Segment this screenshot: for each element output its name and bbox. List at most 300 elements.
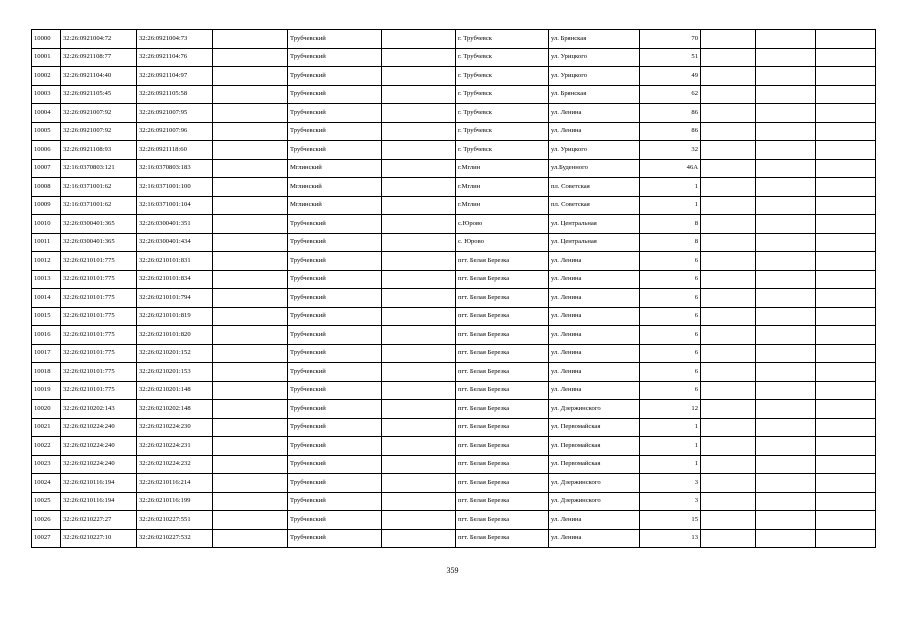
cell-cadastral-number: 32:26:0210101:794 [137,289,213,308]
cell-empty [213,85,288,104]
cell-cadastral-number: 32:26:0210224:232 [137,455,213,474]
cell-empty [701,30,756,49]
cell-empty [756,418,816,437]
cell-parent-cadastral-number: 32:26:0921108:93 [61,141,137,160]
cell-street: ул. Урицкого [549,67,640,86]
cell-street: ул. Ленина [549,326,640,345]
cell-empty [382,511,456,530]
cell-empty [382,455,456,474]
cell-house-number: 62 [640,85,701,104]
cell-record-number: 10017 [32,344,61,363]
cell-locality: пгт. Белая Березка [456,400,549,419]
cell-parent-cadastral-number: 32:16:0371001:62 [61,178,137,197]
cell-empty [382,381,456,400]
table-row [32,48,876,67]
cell-empty [701,122,756,141]
cell-house-number: 1 [640,455,701,474]
cell-empty [701,270,756,289]
cell-locality: г. Трубчевск [456,30,549,49]
cell-empty [701,104,756,123]
cell-parent-cadastral-number: 32:26:0921007:92 [61,122,137,141]
table-row [32,141,876,160]
cell-empty [756,48,816,67]
cell-record-number: 10011 [32,233,61,252]
cell-district: Трубчевский [288,289,382,308]
cell-empty [701,474,756,493]
cell-locality: пгт. Белая Березка [456,492,549,511]
cell-street: ул. Ленина [549,381,640,400]
cell-parent-cadastral-number: 32:26:0210101:775 [61,326,137,345]
cell-cadastral-number: 32:26:0210227:551 [137,511,213,530]
table-row [32,270,876,289]
cell-parent-cadastral-number: 32:26:0210224:240 [61,455,137,474]
cell-house-number: 3 [640,492,701,511]
cell-empty [756,141,816,160]
cell-cadastral-number: 32:26:0210224:231 [137,437,213,456]
cell-locality: г. Трубчевск [456,141,549,160]
cell-house-number: 6 [640,252,701,271]
page-number: 359 [446,566,459,575]
table-row [32,178,876,197]
cell-parent-cadastral-number: 32:26:0210227:27 [61,511,137,530]
cell-locality: пгт. Белая Березка [456,418,549,437]
cell-empty [213,67,288,86]
cell-empty [382,85,456,104]
cell-empty [816,67,876,86]
cell-parent-cadastral-number: 32:26:0210101:775 [61,381,137,400]
table-row [32,289,876,308]
cell-locality: пгт. Белая Березка [456,455,549,474]
cell-house-number: 1 [640,196,701,215]
cell-house-number: 1 [640,437,701,456]
cell-locality: пгт. Белая Березка [456,344,549,363]
cell-record-number: 10016 [32,326,61,345]
cell-locality: пгт. Белая Березка [456,511,549,530]
cell-empty [382,437,456,456]
cell-empty [382,233,456,252]
cell-locality: пгт. Белая Березка [456,363,549,382]
cell-empty [701,492,756,511]
cell-street: ул. Первомайская [549,418,640,437]
cell-empty [756,529,816,548]
cell-record-number: 10020 [32,400,61,419]
cell-district: Трубчевский [288,418,382,437]
cell-empty [701,381,756,400]
table-row [32,363,876,382]
cell-empty [756,30,816,49]
cell-empty [213,529,288,548]
cell-empty [756,474,816,493]
cell-empty [382,196,456,215]
cell-empty [213,307,288,326]
cell-empty [701,252,756,271]
cell-empty [756,67,816,86]
cell-record-number: 10001 [32,48,61,67]
cell-empty [382,363,456,382]
cell-record-number: 10019 [32,381,61,400]
cell-empty [382,159,456,178]
cell-empty [756,326,816,345]
cell-empty [701,196,756,215]
cell-empty [701,48,756,67]
cell-empty [382,307,456,326]
cell-record-number: 10023 [32,455,61,474]
cell-empty [382,67,456,86]
cell-parent-cadastral-number: 32:26:0300401:365 [61,215,137,234]
cell-empty [756,437,816,456]
cell-locality: с.Юрово [456,215,549,234]
cell-empty [213,252,288,271]
cell-district: Трубчевский [288,437,382,456]
cell-locality: пгт. Белая Березка [456,326,549,345]
cell-empty [701,511,756,530]
cell-empty [213,363,288,382]
cell-street: ул. Первомайская [549,437,640,456]
cell-record-number: 10005 [32,122,61,141]
cell-record-number: 10010 [32,215,61,234]
cell-empty [213,511,288,530]
cell-empty [213,400,288,419]
cell-record-number: 10002 [32,67,61,86]
cell-street: ул. Центральная [549,233,640,252]
cell-house-number: 51 [640,48,701,67]
cell-record-number: 10012 [32,252,61,271]
cell-empty [382,326,456,345]
cell-empty [701,344,756,363]
cell-empty [701,67,756,86]
cell-empty [816,215,876,234]
cell-empty [756,252,816,271]
cell-cadastral-number: 32:26:0300401:434 [137,233,213,252]
cell-empty [382,529,456,548]
cell-record-number: 10003 [32,85,61,104]
cell-house-number: 6 [640,307,701,326]
cell-empty [382,122,456,141]
cell-empty [756,215,816,234]
cell-locality: г. Трубчевск [456,67,549,86]
cell-empty [756,289,816,308]
cell-district: Мглинский [288,196,382,215]
cell-locality: с. Юрово [456,233,549,252]
cell-empty [756,196,816,215]
cell-empty [382,400,456,419]
cell-house-number: 70 [640,30,701,49]
cell-empty [756,492,816,511]
cell-locality: пгт. Белая Березка [456,437,549,456]
cell-house-number: 15 [640,511,701,530]
cell-empty [816,400,876,419]
cell-house-number: 8 [640,233,701,252]
cell-house-number: 49 [640,67,701,86]
cell-empty [816,381,876,400]
table-row [32,307,876,326]
cell-parent-cadastral-number: 32:26:0921104:40 [61,67,137,86]
cell-empty [816,455,876,474]
cell-empty [213,289,288,308]
cell-district: Трубчевский [288,344,382,363]
cell-locality: г.Мглин [456,178,549,197]
cell-empty [816,85,876,104]
cell-parent-cadastral-number: 32:26:0921007:92 [61,104,137,123]
cell-empty [756,233,816,252]
cell-district: Трубчевский [288,141,382,160]
cell-parent-cadastral-number: 32:26:0210101:775 [61,344,137,363]
table-row [32,381,876,400]
cell-house-number: 6 [640,326,701,345]
cell-empty [382,30,456,49]
cell-house-number: 6 [640,363,701,382]
cell-empty [213,344,288,363]
cell-empty [213,474,288,493]
cell-empty [816,529,876,548]
cell-empty [701,159,756,178]
cell-street: ул. Первомайская [549,455,640,474]
cell-district: Трубчевский [288,122,382,141]
cell-cadastral-number: 32:26:0210101:834 [137,270,213,289]
cell-parent-cadastral-number: 32:26:0210101:775 [61,289,137,308]
cell-record-number: 10007 [32,159,61,178]
cell-cadastral-number: 32:26:0921104:76 [137,48,213,67]
cell-record-number: 10006 [32,141,61,160]
cell-district: Трубчевский [288,215,382,234]
cell-cadastral-number: 32:26:0210101:831 [137,252,213,271]
cell-locality: пгт. Белая Березка [456,289,549,308]
cell-record-number: 10004 [32,104,61,123]
cell-cadastral-number: 32:26:0210201:152 [137,344,213,363]
cell-empty [756,104,816,123]
cell-empty [213,48,288,67]
cell-record-number: 10013 [32,270,61,289]
cell-street: ул. Ленина [549,307,640,326]
cell-empty [816,233,876,252]
cell-district: Трубчевский [288,48,382,67]
cell-empty [756,307,816,326]
cell-locality: г. Трубчевск [456,122,549,141]
cell-street: ул. Брянская [549,85,640,104]
cell-empty [756,270,816,289]
cell-locality: пгт. Белая Березка [456,474,549,493]
table-row [32,233,876,252]
cell-district: Трубчевский [288,455,382,474]
cell-empty [816,289,876,308]
cell-street: ул. Дзержинского [549,474,640,493]
cell-empty [382,270,456,289]
table-row [32,85,876,104]
cell-street: пл. Советская [549,178,640,197]
table-row [32,196,876,215]
cell-street: ул. Брянская [549,30,640,49]
cell-cadastral-number: 32:26:0921118:60 [137,141,213,160]
cell-empty [213,159,288,178]
cell-house-number: 1 [640,178,701,197]
cell-cadastral-number: 32:26:0210116:214 [137,474,213,493]
cell-street: ул.Буденного [549,159,640,178]
cell-cadastral-number: 32:26:0210116:199 [137,492,213,511]
cell-street: ул. Ленина [549,363,640,382]
cell-empty [816,104,876,123]
cell-empty [701,418,756,437]
table-row [32,215,876,234]
cell-empty [756,159,816,178]
cell-district: Мглинский [288,159,382,178]
cell-empty [213,233,288,252]
table-row [32,30,876,49]
cell-empty [816,492,876,511]
cell-parent-cadastral-number: 32:26:0921004:72 [61,30,137,49]
cell-house-number: 6 [640,381,701,400]
cell-house-number: 6 [640,289,701,308]
cell-house-number: 12 [640,400,701,419]
cell-locality: г. Трубчевск [456,48,549,67]
cell-empty [756,122,816,141]
cell-parent-cadastral-number: 32:16:0371001:62 [61,196,137,215]
cell-empty [816,511,876,530]
cell-cadastral-number: 32:26:0210101:820 [137,326,213,345]
cell-empty [213,437,288,456]
cell-empty [816,48,876,67]
cell-empty [701,529,756,548]
cell-empty [756,381,816,400]
cell-empty [213,196,288,215]
cell-empty [701,233,756,252]
cell-district: Трубчевский [288,363,382,382]
cell-district: Трубчевский [288,400,382,419]
cell-street: ул. Ленина [549,344,640,363]
cell-district: Трубчевский [288,381,382,400]
cell-empty [701,289,756,308]
cell-district: Трубчевский [288,529,382,548]
cell-house-number: 86 [640,104,701,123]
cell-street: ул. Ленина [549,511,640,530]
cell-empty [213,492,288,511]
cell-parent-cadastral-number: 32:26:0210202:143 [61,400,137,419]
table-row [32,418,876,437]
table-row [32,252,876,271]
cell-empty [701,178,756,197]
cell-record-number: 10027 [32,529,61,548]
cell-record-number: 10025 [32,492,61,511]
cell-district: Трубчевский [288,85,382,104]
cell-street: ул. Дзержинского [549,400,640,419]
cell-locality: г.Мглин [456,159,549,178]
cell-district: Трубчевский [288,104,382,123]
registry-body [32,30,876,548]
table-row [32,67,876,86]
cell-empty [701,455,756,474]
cell-empty [382,474,456,493]
table-row [32,122,876,141]
cell-empty [816,30,876,49]
cell-empty [816,474,876,493]
cell-locality: пгт. Белая Березка [456,529,549,548]
cell-street: ул. Ленина [549,104,640,123]
cell-empty [701,437,756,456]
cell-parent-cadastral-number: 32:26:0921108:77 [61,48,137,67]
table-row [32,511,876,530]
cell-parent-cadastral-number: 32:26:0210101:775 [61,270,137,289]
cell-district: Трубчевский [288,307,382,326]
cell-record-number: 10000 [32,30,61,49]
cell-house-number: 6 [640,344,701,363]
cell-cadastral-number: 32:26:0921004:73 [137,30,213,49]
cell-cadastral-number: 32:26:0210201:153 [137,363,213,382]
cell-empty [701,326,756,345]
cell-record-number: 10008 [32,178,61,197]
cell-empty [213,215,288,234]
table-row [32,344,876,363]
cell-empty [382,492,456,511]
cell-street: ул. Центральная [549,215,640,234]
cell-cadastral-number: 32:26:0210201:148 [137,381,213,400]
cell-parent-cadastral-number: 32:26:0210116:194 [61,492,137,511]
cell-house-number: 8 [640,215,701,234]
cell-district: Мглинский [288,178,382,197]
cell-empty [382,141,456,160]
cell-record-number: 10018 [32,363,61,382]
cell-empty [382,104,456,123]
cell-cadastral-number: 32:26:0210202:148 [137,400,213,419]
cell-parent-cadastral-number: 32:26:0210101:775 [61,363,137,382]
cell-house-number: 46А [640,159,701,178]
cell-district: Трубчевский [288,511,382,530]
cell-empty [816,344,876,363]
cell-locality: г. Трубчевск [456,85,549,104]
cell-empty [701,85,756,104]
cell-empty [816,122,876,141]
cell-street: ул. Ленина [549,529,640,548]
cell-empty [816,437,876,456]
cell-street: ул. Ленина [549,122,640,141]
cell-district: Трубчевский [288,270,382,289]
cell-locality: пгт. Белая Березка [456,381,549,400]
table-row [32,159,876,178]
cell-empty [213,270,288,289]
cell-locality: г.Мглин [456,196,549,215]
cell-record-number: 10009 [32,196,61,215]
cell-empty [213,455,288,474]
cell-empty [382,344,456,363]
cell-cadastral-number: 32:16:0371001:100 [137,178,213,197]
cell-empty [816,178,876,197]
cell-empty [382,48,456,67]
cell-empty [382,252,456,271]
cell-empty [382,215,456,234]
cell-house-number: 1 [640,418,701,437]
cell-cadastral-number: 32:26:0921007:96 [137,122,213,141]
cell-empty [213,30,288,49]
cell-cadastral-number: 32:26:0300401:351 [137,215,213,234]
table-row [32,326,876,345]
cell-empty [213,122,288,141]
cell-empty [213,104,288,123]
cell-empty [756,363,816,382]
cell-empty [213,418,288,437]
cell-empty [756,85,816,104]
cell-street: ул. Ленина [549,270,640,289]
cell-street: ул. Ленина [549,289,640,308]
cell-cadastral-number: 32:26:0921007:95 [137,104,213,123]
cell-cadastral-number: 32:26:0921104:97 [137,67,213,86]
cell-empty [816,418,876,437]
cell-street: ул. Урицкого [549,141,640,160]
cell-parent-cadastral-number: 32:26:0210227:10 [61,529,137,548]
cell-parent-cadastral-number: 32:16:0370803:121 [61,159,137,178]
cell-empty [756,400,816,419]
cell-house-number: 32 [640,141,701,160]
cell-parent-cadastral-number: 32:26:0210224:240 [61,418,137,437]
cell-empty [382,418,456,437]
cell-cadastral-number: 32:26:0210101:819 [137,307,213,326]
